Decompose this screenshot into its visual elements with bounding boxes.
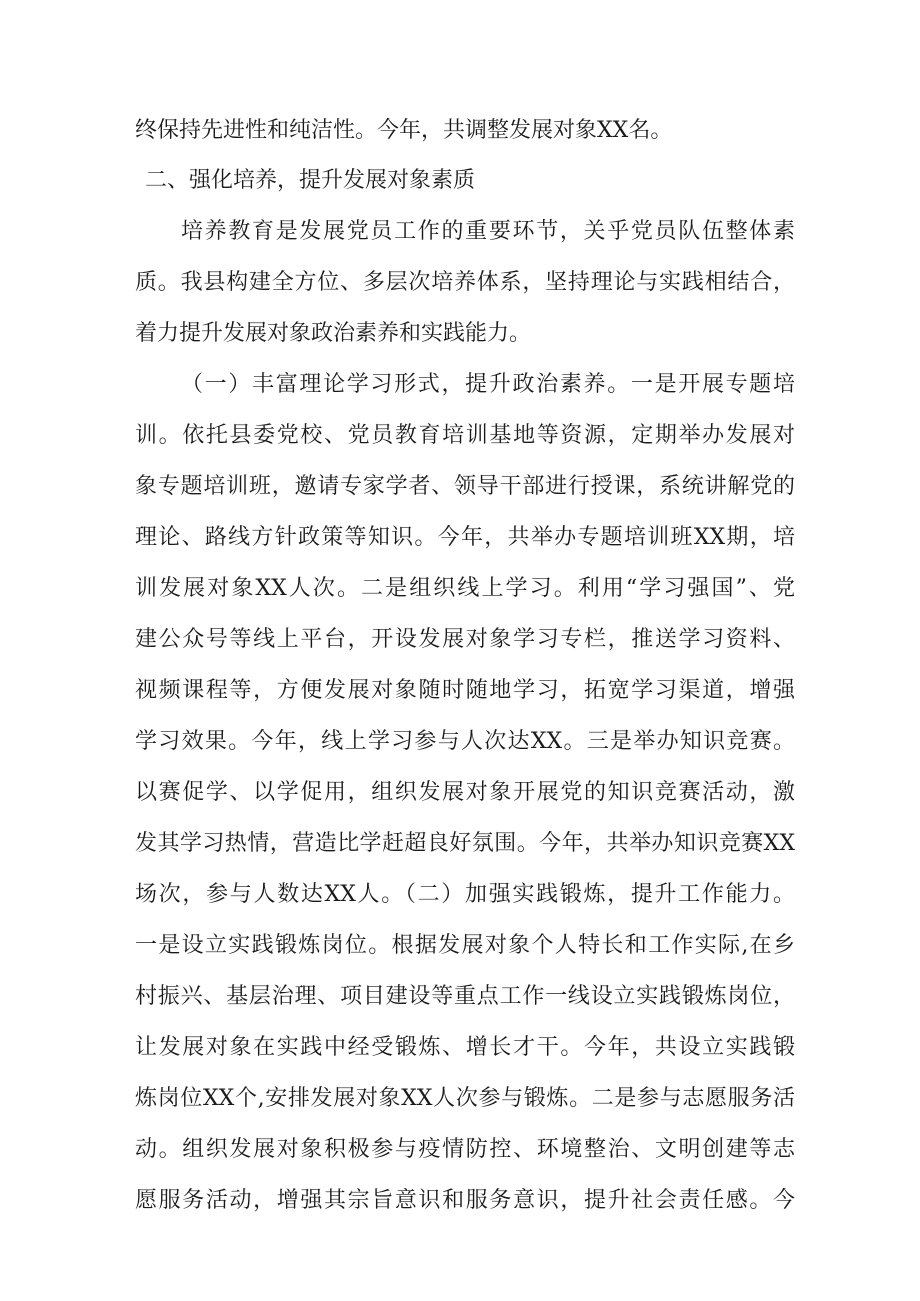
text-line: 一是设立实践锻炼岗位。根据发展对象个人特长和工作实际,在乡 [135,933,795,958]
text-line: 质。我县构建全方位、多层次培养体系，坚持理论与实践相结合， [135,270,795,295]
text-line: 训。依托县委党校、党员教育培训基地等资源，定期举办发展对 [135,423,795,448]
text-line: 学习效果。今年，线上学习参与人次达XX。三是举办知识竞赛。 [135,729,795,754]
text-line: 象专题培训班，邀请专家学者、领导干部进行授课，系统讲解党的 [135,474,795,499]
text-line: 理论、路线方针政策等知识。今年，共举办专题培训班XX期，培 [135,525,795,550]
section-heading: 二、强化培养，提升发展对象素质 [145,168,476,193]
text-line: 村振兴、基层治理、项目建设等重点工作一线设立实践锻炼岗位， [135,984,795,1009]
text-line: 场次，参与人数达XX人。（二）加强实践锻炼，提升工作能力。 [135,882,795,907]
text-line: 培养教育是发展党员工作的重要环节，关乎党员队伍整体素 [181,219,795,244]
text-line: 炼岗位XX个,安排发展对象XX人次参与锻炼。二是参与志愿服务活 [135,1086,795,1111]
text-line: 训发展对象XX人次。二是组织线上学习。利用“学习强国”、党 [135,576,795,601]
text-line: 发其学习热情，营造比学赶超良好氛围。今年，共举办知识竞赛XX [135,831,795,856]
text-line: 视频课程等，方便发展对象随时随地学习，拓宽学习渠道，增强 [135,678,795,703]
text-line: 着力提升发展对象政治素养和实践能力。 [135,321,532,346]
text-line: 动。组织发展对象积极参与疫情防控、环境整治、文明创建等志 [135,1137,795,1162]
text-line: 以赛促学、以学促用，组织发展对象开展党的知识竞赛活动，激 [135,780,795,805]
text-line: 建公众号等线上平台，开设发展对象学习专栏，推送学习资料、 [135,627,795,652]
document-body [135,112,795,1219]
subsection-line: （一）丰富理论学习形式，提升政治素养。一是开展专题培 [181,372,795,397]
text-line: 愿服务活动，增强其宗旨意识和服务意识，提升社会责任感。今 [135,1188,795,1213]
text-line: 让发展对象在实践中经受锻炼、增长才干。今年，共设立实践锻 [135,1035,795,1060]
text-line: 终保持先进性和纯洁性。今年，共调整发展对象XX名。 [135,118,673,143]
